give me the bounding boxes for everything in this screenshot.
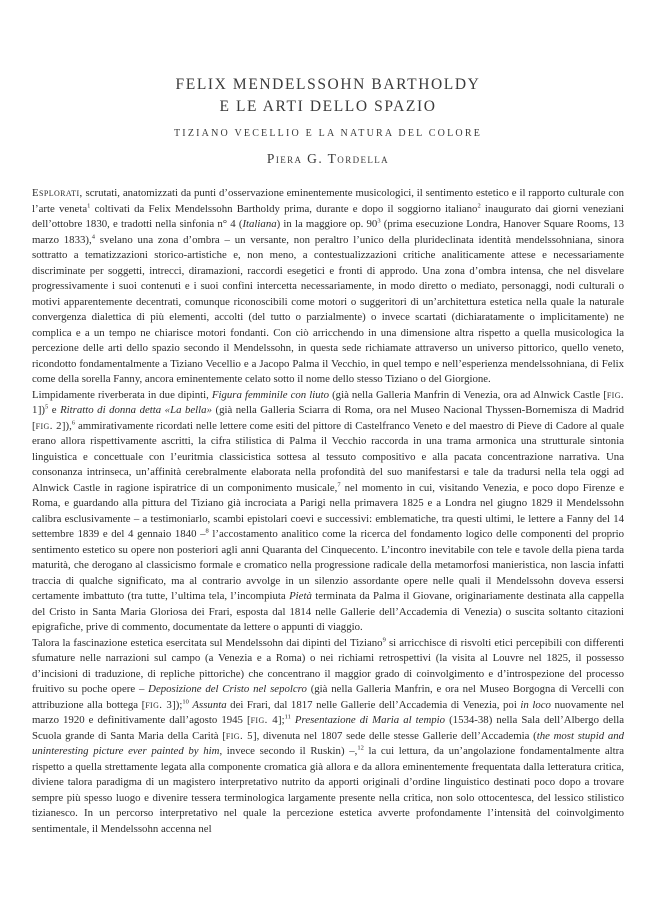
text-run: nel momento in cui, visitando Venezia, e poco dopo Firenze e Roma, e guardando alla pittura del Tiziano già incrociata a Parigi nella primavera 1825 e a Londra nel giugno 1829 il Mendelssohn calibra esclusivamente – a testimoniarlo, scambi epistolari coevi e successivi: emblematiche, tra questi ultimi, le lettere a Fanny del 14 settembre 1839 e del 4 gennaio 1840 – — [32, 481, 624, 540]
footnote-marker[interactable]: 5 — [45, 403, 49, 411]
text-run: ]; — [278, 714, 285, 726]
footnote-marker[interactable]: 8 — [205, 527, 209, 535]
text-run: svelano una zona d’ombra – un versante, non peraltro l’unico della plurideclinata identità mendelssohniana, sinora sottratto a tematizzazioni storico-artistiche e, non meno, a contestualizzazioni critiche analiticamente attese e necessariamente discriminate per soggetti, intrecci, diramazioni, raccordi esegetici e fronti di approdo. Una zona d’ombra intensa, che nel disvelare progressivamente i suoi contenuti e i suoi confini intercetta necessariamente, in modo diretto o mediato, personaggi, nodi culturali o motivi apparentemente decentrati, comunque riconoscibili come motori o suggeritori di un’architettura estetica nella quale la naturale convergenza dialettica di più elementi, accolti (del tutto o parzialmente) o invece scartati (dichiaratamente o implicitamente) ne complica e a un tempo ne chiarisce motori fondanti. Con ciò arricchendo in una dimensione altra rispetto a quella musicologica la percezione delle arti dello spazio secondo il Mendelssohn, in questa sede richiamate attraverso un universo pittorico, quello veneto, ricondotto fondamentalmente a Tiziano Vecellio e a Jacopo Palma il Vecchio, in quel tempo e nell’esperienza mendelssohniana, di Felix come della sorella Fanny, ancora eminentemente celato sotto il nome dello stesso Tiziano o del Giorgione. — [32, 233, 624, 385]
text-run: l’accostamento analitico come la ricerca del fondamento logico delle componenti del proprio sentimento estetico su opere non posteriori agli anni Quaranta del Cinquecento. L’incontro inevitabile con tele e tavole della piena tarda maturità, che derogano al classicismo formale e cromatico nella progressione radicale della metamorfosi manieristica, non lascia infatti traccia di qualche significato, ma al contrario avvolge in un silenzio assordante opere nelle quali il Mendelssohn doveva essersi certamente imbattuto (tra tutte, l’ultima tela, l’incompiuta — [32, 528, 624, 602]
figure-reference[interactable]: fig. 1 — [32, 388, 625, 416]
text-run: ]); — [172, 698, 183, 711]
italic-term: Italiana — [242, 218, 277, 230]
footnote-marker[interactable]: 7 — [337, 480, 341, 488]
footnote-marker[interactable]: 9 — [382, 635, 386, 643]
footnote-marker[interactable]: 6 — [71, 418, 76, 426]
text-run: e — [48, 404, 61, 416]
text-run: dei Frari, dal 1817 nelle Gallerie dell’Accademia di Venezia, poi — [226, 698, 521, 711]
figure-reference[interactable]: fig. 5 — [225, 729, 253, 742]
text-run: inaugurato dai giorni veneziani dell’ottobre 1830, e tradotti nella sinfonia n° 4 ( — [32, 202, 624, 230]
quoted-text: the most stupid and uninteresting picture ever painted by him — [32, 729, 625, 757]
text-run: si arricchisce di risvolti etici percepibili con differenti sfumature nelle narrazioni sul campo (a Venezia e a Roma) o nei richiami retrospettivi (la visita al Louvre nel 1825, il possesso d’incisioni di traduzione, di repliche pittoriche) che concentrano il maggior grado di coinvolgimento e d’introspezione del processo fruitivo su poche opere – — [32, 636, 624, 695]
article-body — [32, 186, 624, 837]
text-run: la cui lettura, da un’angolazione fondamentalmente altra rispetto a quella strettamente legata alla componente cromatica già allora e da allora eminentemente frequentata dalla letteratura critica, diviene talora paradigma di un magistero interpretativo nutrito da apporti originali d’ordine linguistico destinati poco dopo a trovare sempre più spesso luogo e divenire tessera terminologica largamente presente nella critica, non solo ottocentesca, del lessico stilistico tizianesco. In un percorso interpretativo nel quale la percezione estetica avverte profondamente l’intensità del coinvolgimento sentimentale, il Mendelssohn accenna nel — [32, 745, 624, 835]
footnote-marker[interactable]: 4 — [91, 232, 95, 240]
article-title-line-1: FELIX MENDELSSOHN BARTHOLDY — [175, 76, 481, 93]
footnote-marker[interactable]: 3 — [377, 217, 381, 225]
footnote-marker[interactable]: 11 — [284, 713, 291, 721]
text-run: (prima esecuzione Londra, Hanover Square Rooms, 13 marzo 1833), — [32, 218, 624, 246]
text-run: coltivati da Felix Mendelssohn Bartholdy prima, durante e dopo il soggiorno italiano — [90, 202, 478, 215]
text-run: terminata da Palma il Giovane, originariamente destinata alla cappella del Cristo in Santa Maria Gloriosa dei Frari, esposta dal 1814 nelle Gallerie dell’Accademia di Venezia) o suscita soltanto citazioni epigrafiche, prive di commento, documentate da lettere o appunti di viaggio. — [32, 590, 624, 633]
work-title: Deposizione del Cristo nel sepolcro — [148, 683, 307, 695]
figure-reference[interactable]: fig. 3 — [145, 698, 173, 711]
text-run: ]) — [37, 404, 46, 416]
text-run: (già nella Galleria Manfrin di Venezia, ora ad Alnwick Castle [ — [329, 388, 607, 401]
text-run: ]), — [61, 419, 72, 432]
text-run: (1534-38) nella Sala dell’Albergo della Scuola grande di Santa Maria della Carità [ — [32, 714, 624, 742]
article-author: Piera G. Tordella — [266, 151, 390, 166]
work-title: Presentazione di Maria al tempio — [294, 714, 446, 726]
text-run: ], divenuta nel 1807 sede delle stesse Gallerie dell’Accademia ( — [252, 729, 537, 742]
figure-reference[interactable]: fig. 4 — [250, 714, 278, 726]
footnote-marker[interactable]: 12 — [357, 744, 364, 752]
work-title: Pietà — [289, 590, 312, 602]
text-run: , invece secondo il Ruskin) –, — [219, 745, 358, 757]
text-run: (già nella Galleria Manfrin, e ora nel Museo Borgogna di Vercelli con attribuzione alla bottega [ — [32, 683, 625, 711]
text-run: Talora la fascinazione estetica esercitata sul Mendelssohn dai dipinti del Tiziano — [32, 636, 383, 649]
footnote-marker[interactable]: 1 — [87, 201, 91, 209]
italic-term: in loco — [520, 698, 551, 711]
footnote-marker[interactable]: 10 — [182, 697, 189, 705]
paragraph-1 — [32, 186, 624, 388]
text-run: nuovamente nel marzo 1920 e definitivamente dall’agosto 1945 [ — [32, 698, 625, 726]
paragraph-2 — [32, 388, 624, 636]
work-title: Ritratto di donna detta «La bella» — [60, 404, 212, 416]
text-run: ) in la maggiore op. 90 — [276, 218, 378, 230]
footnote-marker[interactable]: 2 — [477, 201, 481, 209]
lead-word: Esplorati, — [32, 187, 83, 199]
work-title: Assunta — [192, 698, 227, 711]
article-title-line-2: E LE ARTI DELLO SPAZIO — [219, 98, 437, 115]
paragraph-3 — [32, 636, 624, 838]
text-run: scrutati, anatomizzati da punti d’osservazione eminentemente musicologici, il sentimento estetico e il rapporto culturale con l’arte veneta — [32, 187, 624, 215]
text-run: (già nella Galleria Sciarra di Roma, ora nel Museo Nacional Thyssen-Bornemisza di Madrid [ — [32, 404, 625, 432]
work-title: Figura femminile con liuto — [211, 388, 330, 401]
text-run: Limpidamente riverberata in due dipinti, — [32, 388, 212, 401]
text-run: ammirativamente ricordati nelle lettere come esiti del pittore di Castelfranco Veneto e del maestro di Pieve di Cadore al quale erano allora rispettivamente ascritti, la cifra stilistica di Palma il Vecchio raccorda in una trama armonica una strutturale sintonia linguistica e concettuale con l’euritmia classicistica sottesa al tessuto compositivo e alla pacata concentrazione narrativa. Una consonanza intrinseca, un’affinità cerebralmente elaborata nella profondità del suo manifestarsi e tale da tradursi nella tela oggi ad Alnwick Castle in ragione ispiratrice di un componimento musicale, — [32, 419, 624, 494]
article-subtitle: TIZIANO VECELLIO E LA NATURA DEL COLORE — [174, 128, 482, 139]
figure-reference[interactable]: fig. 2 — [35, 419, 62, 432]
